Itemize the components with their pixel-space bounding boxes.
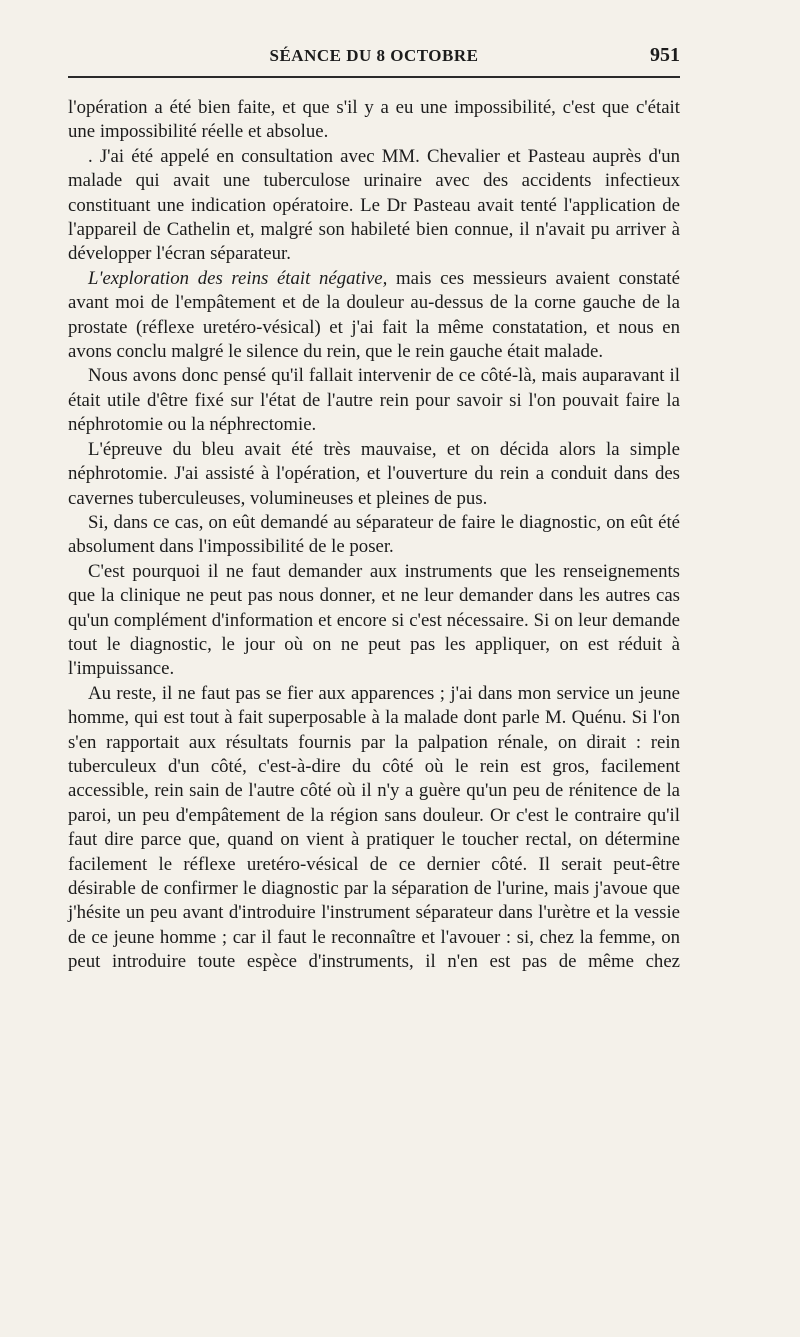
paragraph: Si, dans ce cas, on eût demandé au séparateur de faire le diagnostic, on eût été absolument dans l'impossibilité de le poser. [68,511,680,558]
paragraph: l'opération a été bien faite, et que s'il y a eu une impossibilité, c'est que c'était une impossibilité réelle et absolue. [68,97,680,143]
body-text [68,96,680,975]
paragraph: Au reste, il ne faut pas se fier aux apparences ; j'ai dans mon service un jeune homme, qui est tout à fait superposable à la malade dont parle M. Quénu. Si l'on s'en rapportait aux résultats fournis par la palpation rénale, on dirait : rein tuberculeux d'un côté, c'est-à-dire du côté où le rein est gros, facilement accessible, rein sain de l'autre côté où il n'y a guère qu'un peu de rénitence de la paroi, un peu d'empâtement de la région sans douleur. Or c'est le contraire qu'il faut dire parce que, quand on vient à pratiquer le toucher rectal, on détermine facilement le réflexe uretéro-vésical de ce dernier côté. Il serait peut-être désirable de confirmer le diagnostic par la séparation de l'urine, mais j'avoue que j'hésite un peu avant d'introduire l'instrument séparateur dans l'urètre et la vessie de ce jeune homme ; car il faut le reconnaître et l'avouer : si, chez la femme, on peut introduire toute espèce d'instruments, il n'en est pas de même chez [68,682,680,973]
paragraph: L'épreuve du bleu avait été très mauvaise, et on décida alors la simple néphrotomie. J'ai assisté à l'opération, et l'ouverture du rein a conduit dans des cavernes tuberculeuses, volumineuses et pleines de pus. [68,438,680,509]
header-rule [68,76,680,78]
italic-phrase: L'exploration des reins était négative, [88,267,388,289]
paragraph-continuation: mais ces messieurs avaient constaté avant moi de l'empâtement et de la douleur au-dessus de la corne gauche de la prostate (réflexe uretéro-vésical) et j'ai fait la même constatation, et nous en avons conclu malgré le silence du rein, que le rein gauche était malade. [68,267,680,363]
paragraph: Nous avons donc pensé qu'il fallait intervenir de ce côté-là, mais auparavant il était utile d'être fixé sur l'état de l'autre rein pour savoir si l'on pouvait faire la néphrotomie ou la néphrectomie. [68,365,680,436]
page-header [68,40,680,80]
page-number: 951 [650,44,680,66]
running-head: SÉANCE DU 8 OCTOBRE [269,46,479,65]
paragraph: C'est pourquoi il ne faut demander aux instruments que les renseignements que la clinique ne peut pas nous donner, et ne leur demander dans les autres cas qu'un complément d'information et encore si c'est nécessaire. Si on leur demande tout le diagnostic, le jour où on ne peut pas les appliquer, on est réduit à l'impuissance. [68,560,680,680]
paragraph [68,267,680,365]
paragraph: . J'ai été appelé en consultation avec MM. Chevalier et Pasteau auprès d'un malade qui avait une tuberculose urinaire avec des accidents infectieux constituant une indication opératoire. Le Dr Pasteau avait tenté l'application de l'appareil de Cathelin et, malgré son habileté bien connue, il n'avait pu arriver à développer l'écran séparateur. [68,145,680,265]
